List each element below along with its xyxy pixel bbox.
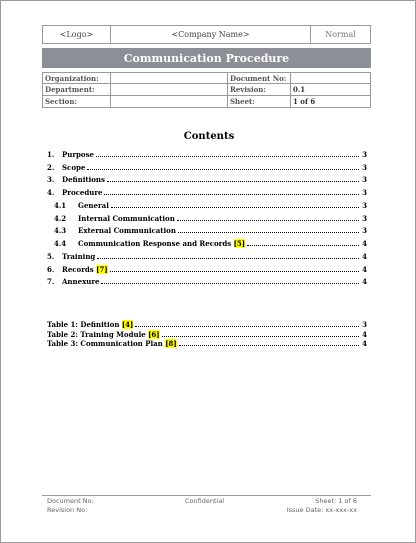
- toc-number: 6.: [47, 264, 55, 274]
- table-list-reference: [4]: [121, 320, 134, 329]
- toc-label: [62, 163, 85, 172]
- toc-entry[interactable]: [47, 225, 367, 235]
- toc-page-number: 3: [362, 175, 367, 185]
- toc-entry[interactable]: [47, 264, 367, 274]
- info-label: Department:: [43, 84, 111, 94]
- toc-number: 4.3: [54, 226, 67, 236]
- table-list-entry[interactable]: [47, 338, 367, 348]
- toc-entry[interactable]: [47, 213, 367, 223]
- toc-number: 4.2: [54, 213, 67, 223]
- footer-divider: [42, 495, 371, 496]
- table-list-entry[interactable]: [47, 319, 367, 329]
- toc-page-number: 4: [362, 277, 367, 287]
- toc-label-text: Definitions: [62, 175, 105, 185]
- toc-leader-dots: [101, 283, 359, 284]
- toc-page-number: 3: [362, 213, 367, 223]
- toc-page-number: 3: [362, 188, 367, 198]
- document-title: Communication Procedure: [42, 48, 371, 68]
- toc-label: [78, 201, 109, 210]
- info-row: [43, 84, 370, 95]
- toc-label-text: Training: [62, 252, 96, 261]
- toc-page-number: 4: [362, 238, 367, 248]
- toc-leader-dots: [97, 258, 359, 259]
- toc-number: 2.: [47, 162, 55, 172]
- toc-label: [78, 239, 245, 248]
- toc-entry[interactable]: [47, 174, 367, 184]
- document-info-table: [42, 72, 371, 108]
- info-label: Revision:: [228, 84, 291, 94]
- toc-entry[interactable]: [47, 162, 367, 172]
- toc-number: 7.: [47, 277, 55, 287]
- toc-leader-dots: [110, 271, 359, 272]
- company-name: <Company Name>: [111, 26, 311, 43]
- toc-page-number: 4: [362, 252, 367, 261]
- toc-page-number: 3: [362, 226, 367, 236]
- table-list-label: [47, 339, 177, 348]
- toc-entry[interactable]: [47, 276, 367, 286]
- toc-label-text: Annexure: [62, 277, 100, 287]
- info-label: Sheet:: [228, 96, 291, 107]
- info-value: [111, 73, 228, 83]
- toc-label: [62, 252, 95, 261]
- toc-leader-dots: [178, 232, 359, 233]
- info-value: 0.1: [293, 84, 306, 94]
- table-list-page-number: 4: [362, 329, 367, 339]
- footer-revision-no: Revision No:: [47, 506, 88, 514]
- header-table: [42, 25, 371, 44]
- toc-label: [62, 188, 102, 197]
- info-label: Organization:: [43, 73, 111, 83]
- table-list-reference: [8]: [165, 339, 177, 348]
- toc-label: [62, 150, 94, 159]
- table-list-page-number: 4: [362, 339, 367, 348]
- info-value: 1 of 6: [293, 96, 316, 106]
- toc-leader-dots: [107, 181, 359, 182]
- toc-number: 5.: [47, 252, 55, 261]
- contents-heading: Contents: [183, 131, 235, 142]
- toc-reference: [5]: [233, 238, 246, 248]
- footer-document-no: Document No:: [47, 497, 94, 505]
- table-list-label-text: Table 3: Communication Plan: [47, 339, 166, 348]
- toc-label-text: Records: [62, 264, 97, 274]
- toc-label-text: Internal Communication: [78, 213, 175, 223]
- table-list-entry[interactable]: [47, 329, 367, 339]
- toc-leader-dots: [87, 169, 359, 170]
- toc-label: [62, 175, 105, 184]
- toc-entry[interactable]: [47, 238, 367, 248]
- info-value: [111, 96, 228, 107]
- toc-leader-dots: [104, 194, 359, 195]
- toc-number: 1.: [47, 150, 55, 159]
- toc-entry[interactable]: [47, 187, 367, 197]
- toc-leader-dots: [96, 156, 359, 157]
- toc-leader-dots: [111, 207, 359, 208]
- toc-number: 4.4: [54, 238, 67, 248]
- toc-leader-dots: [177, 220, 359, 221]
- table-list-leader-dots: [179, 345, 359, 346]
- toc-label-text: Procedure: [62, 188, 103, 198]
- toc-leader-dots: [247, 245, 359, 246]
- table-list-label-text: Table 1: Definition: [47, 320, 122, 329]
- toc-label: [62, 265, 108, 274]
- footer-confidential: Confidential: [185, 497, 225, 505]
- table-list-leader-dots: [162, 336, 359, 337]
- table-list-reference: [6]: [148, 329, 160, 339]
- toc-label: [62, 277, 99, 286]
- table-list-page-number: 3: [362, 320, 367, 329]
- toc-number: 3.: [47, 175, 55, 185]
- toc-page-number: 3: [362, 162, 367, 172]
- toc-number: 4.1: [54, 200, 67, 210]
- toc-number: 4.: [47, 188, 55, 198]
- toc-page-number: 4: [362, 264, 367, 274]
- info-value: [111, 84, 228, 94]
- toc-reference: [7]: [96, 264, 108, 274]
- toc-label-text: External Communication: [78, 226, 176, 236]
- toc-label: [78, 226, 176, 235]
- toc-label-text: General: [78, 200, 109, 210]
- status-label: Normal: [325, 30, 356, 39]
- toc-label-text: Communication Response and Records: [78, 238, 234, 248]
- info-label: Document No:: [228, 73, 291, 83]
- info-value: [291, 73, 370, 83]
- info-row: [43, 73, 370, 84]
- table-list-leader-dots: [135, 326, 359, 327]
- toc-entry[interactable]: [47, 149, 367, 159]
- toc-label: [78, 214, 175, 223]
- footer-issue-date: Issue Date: xx-xxx-xx: [286, 506, 357, 514]
- toc-page-number: 3: [362, 200, 367, 210]
- footer-sheet: Sheet: 1 of 6: [315, 497, 357, 505]
- table-list-label-text: Table 2: Training Module: [47, 329, 149, 339]
- logo-placeholder: <Logo>: [43, 26, 111, 43]
- toc-entry[interactable]: [47, 200, 367, 210]
- toc-page-number: 3: [362, 150, 367, 159]
- info-label: Section:: [43, 96, 111, 107]
- info-row: [43, 96, 370, 107]
- toc-entry[interactable]: [47, 251, 367, 261]
- toc-label-text: Scope: [62, 162, 86, 172]
- toc-label-text: Purpose: [62, 150, 94, 159]
